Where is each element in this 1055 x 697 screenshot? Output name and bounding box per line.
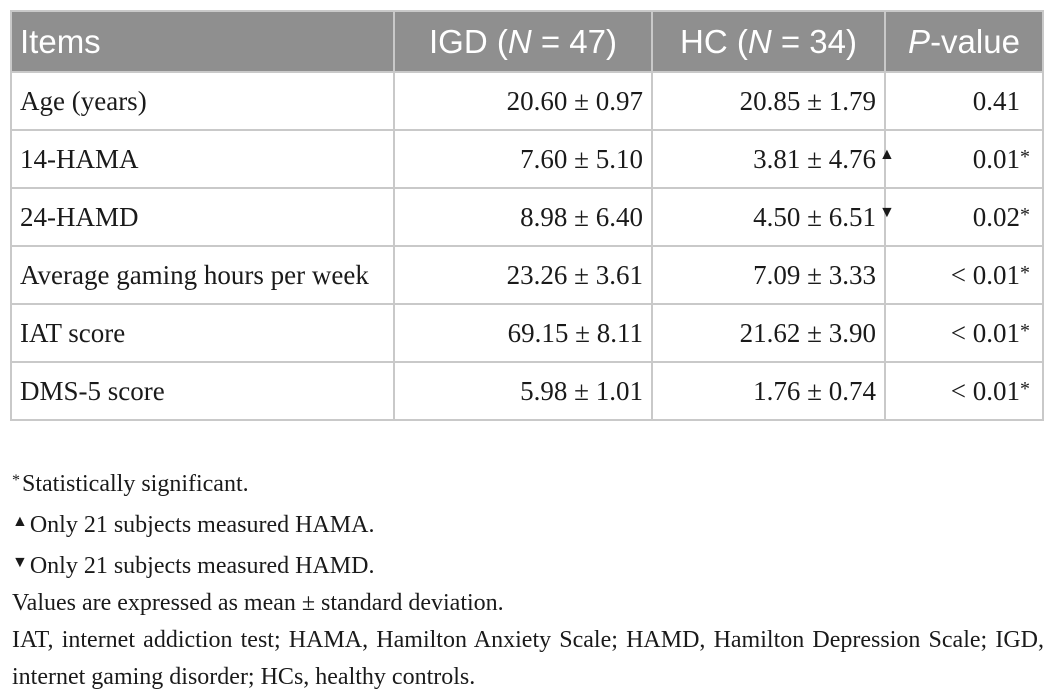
table-body — [11, 72, 1043, 420]
row-igd-value: 23.26 ± 3.61 — [394, 246, 652, 304]
footnote-hamd — [12, 544, 1044, 585]
triangle-up-icon: ▲ — [12, 513, 28, 530]
asterisk-symbol: * — [12, 472, 20, 489]
row-p-significance: * — [1020, 377, 1030, 400]
row-p-cell — [885, 362, 1043, 420]
row-p-value: 0.02 — [972, 201, 1020, 232]
footnote-hama-text: Only 21 subjects measured HAMA. — [29, 512, 375, 538]
table-row — [11, 188, 1043, 246]
row-p-cell — [885, 72, 1043, 130]
header-igd-n: N — [507, 22, 532, 60]
row-hc-value: 20.85 ± 1.79 — [739, 85, 876, 116]
header-hc — [652, 11, 885, 72]
row-hc-marker-icon: ▼ — [879, 203, 895, 221]
row-igd-value: 7.60 ± 5.10 — [394, 130, 652, 188]
footnote-hama — [12, 503, 1044, 544]
row-p-cell — [885, 304, 1043, 362]
row-p-significance: * — [1020, 319, 1030, 342]
header-items: Items — [11, 11, 394, 72]
row-p-value: < 0.01 — [950, 259, 1020, 290]
header-p-suffix: -value — [930, 22, 1020, 60]
footnote-significant-text: Statistically significant. — [22, 471, 249, 497]
row-p-cell — [885, 130, 1043, 188]
row-p-significance: * — [1020, 145, 1030, 168]
header-hc-n: N — [747, 22, 772, 60]
row-igd-value: 8.98 ± 6.40 — [394, 188, 652, 246]
triangle-down-icon: ▼ — [12, 554, 28, 571]
row-p-cell — [885, 246, 1043, 304]
row-igd-value: 20.60 ± 0.97 — [394, 72, 652, 130]
row-hc-cell — [652, 130, 895, 188]
row-hc-value: 7.09 ± 3.33 — [753, 259, 876, 290]
table-row — [11, 72, 1043, 130]
row-p-value: < 0.01 — [950, 317, 1020, 348]
row-hc-value: 3.81 ± 4.76 — [753, 143, 876, 174]
header-igd-suffix: = 47) — [531, 22, 617, 60]
footnote-values: Values are expressed as mean ± standard deviation. — [12, 590, 504, 616]
row-hc-value: 4.50 ± 6.51 — [753, 201, 876, 232]
row-hc-cell — [652, 304, 885, 362]
row-igd-value: 5.98 ± 1.01 — [394, 362, 652, 420]
row-hc-cell — [652, 246, 885, 304]
row-hc-cell — [652, 72, 885, 130]
table-row — [11, 362, 1043, 420]
row-hc-value: 1.76 ± 0.74 — [753, 375, 876, 406]
footnote-abbreviations: IAT, internet addiction test; HAMA, Hamilton Anxiety Scale; HAMD, Hamilton Depression Scale; IGD, internet gaming disorder; HCs, healthy controls. — [12, 627, 1044, 690]
table-row — [11, 246, 1043, 304]
row-item-label: 14-HAMA — [11, 130, 394, 188]
row-p-cell — [885, 188, 1043, 246]
row-hc-cell — [652, 362, 885, 420]
header-igd — [394, 11, 652, 72]
row-item-label: 24-HAMD — [11, 188, 394, 246]
row-p-value: 0.41 — [972, 85, 1020, 116]
row-p-value: < 0.01 — [950, 375, 1020, 406]
header-p-letter: P — [908, 22, 931, 60]
table-header — [11, 11, 1043, 72]
row-item-label: IAT score — [11, 304, 394, 362]
row-item-label: Average gaming hours per week — [11, 246, 394, 304]
table-row — [11, 304, 1043, 362]
row-igd-value: 69.15 ± 8.11 — [394, 304, 652, 362]
row-p-significance: * — [1020, 261, 1030, 284]
header-p-value — [885, 11, 1043, 72]
table-row — [11, 130, 1043, 188]
data-table — [10, 10, 1044, 421]
header-hc-suffix: = 34) — [771, 22, 857, 60]
row-p-significance: * — [1020, 203, 1030, 226]
header-row — [11, 11, 1043, 72]
footnote-hamd-text: Only 21 subjects measured HAMD. — [29, 553, 375, 579]
row-p-value: 0.01 — [972, 143, 1020, 174]
footnotes — [12, 462, 1044, 696]
row-item-label: Age (years) — [11, 72, 394, 130]
row-hc-marker-icon: ▲ — [879, 145, 895, 163]
row-hc-cell — [652, 188, 895, 246]
footnote-significant — [12, 462, 1044, 503]
header-hc-prefix: HC ( — [680, 22, 748, 60]
row-item-label: DMS-5 score — [11, 362, 394, 420]
header-igd-prefix: IGD ( — [429, 22, 508, 60]
row-hc-value: 21.62 ± 3.90 — [739, 317, 876, 348]
